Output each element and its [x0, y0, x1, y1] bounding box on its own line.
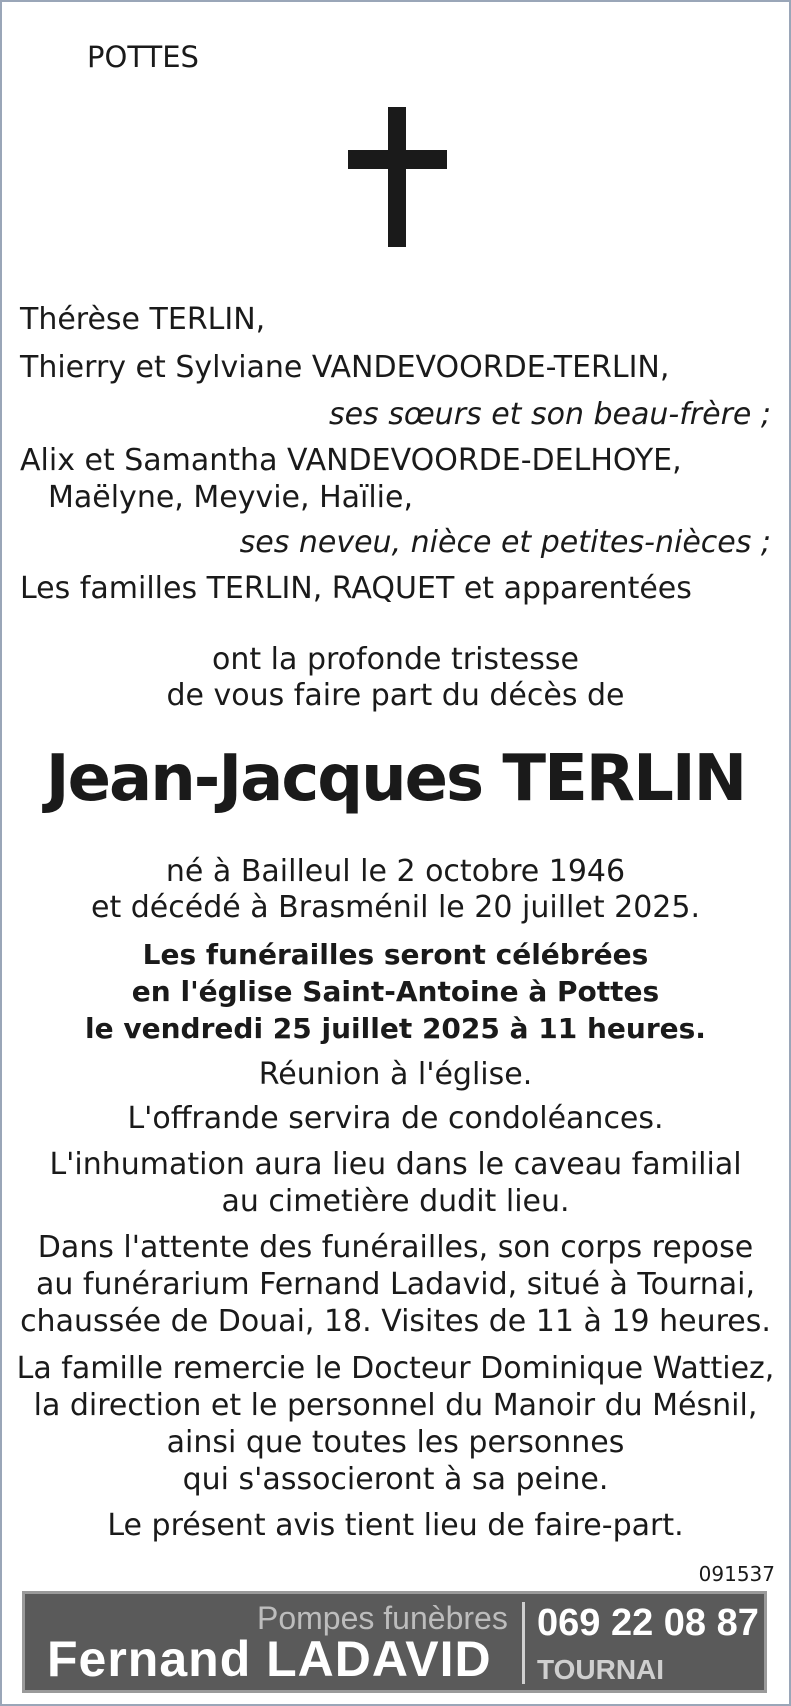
cross-horizontal — [348, 150, 447, 169]
banner-divider — [522, 1602, 525, 1684]
family-line: Alix et Samantha VANDEVOORDE-DELHOYE, — [20, 443, 682, 478]
family-relation: ses neveu, nièce et petites-nièces ; — [239, 525, 771, 560]
announcement-line: de vous faire part du décès de — [166, 678, 625, 713]
banner-brand: Fernand LADAVID — [47, 1631, 492, 1687]
deceased-name: Jean-Jacques TERLIN — [45, 742, 746, 816]
meeting-text: Réunion à l'église. — [258, 1057, 533, 1092]
banner-phone: 069 22 08 87 — [537, 1602, 759, 1644]
death-line: et décédé à Brasménil le 20 juillet 2025. — [90, 890, 701, 925]
thanks-text: La famille remercie le Docteur Dominique Wattiez, — [16, 1351, 775, 1386]
thanks-text: qui s'associeront à sa peine. — [182, 1462, 609, 1497]
thanks-text: la direction et le personnel du Manoir du Mésnil, — [33, 1388, 758, 1423]
thanks-text: ainsi que toutes les personnes — [166, 1425, 625, 1460]
family-line: Les familles TERLIN, RAQUET et apparentées — [20, 571, 692, 606]
reference-number: 091537 — [698, 1562, 775, 1586]
funeral-line: le vendredi 25 juillet 2025 à 11 heures. — [85, 1012, 706, 1045]
banner-subtitle: Pompes funèbres — [257, 1600, 508, 1636]
rest-text: Dans l'attente des funérailles, son corps repose — [37, 1230, 754, 1265]
banner-city: TOURNAI — [537, 1654, 665, 1685]
rest-text: chaussée de Douai, 18. Visites de 11 à 19 heures. — [20, 1304, 771, 1339]
offering-text: L'offrande servira de condoléances. — [127, 1101, 664, 1136]
funeral-line: en l'église Saint-Antoine à Pottes — [131, 975, 660, 1008]
burial-text: au cimetière dudit lieu. — [221, 1184, 570, 1219]
family-line: Maëlyne, Meyvie, Haïlie, — [48, 480, 414, 515]
funeral-home-banner — [22, 1591, 767, 1693]
birth-line: né à Bailleul le 2 octobre 1946 — [165, 854, 626, 889]
family-line: Thierry et Sylviane VANDEVOORDE-TERLIN, — [20, 350, 670, 385]
funeral-line: Les funérailles seront célébrées — [142, 938, 649, 971]
burial-text: L'inhumation aura lieu dans le caveau familial — [49, 1147, 742, 1182]
rest-text: au funérarium Fernand Ladavid, situé à Tournai, — [35, 1267, 756, 1302]
family-relation: ses sœurs et son beau-frère ; — [328, 397, 771, 432]
announcement-line: ont la profonde tristesse — [212, 642, 579, 677]
notice-text: Le présent avis tient lieu de faire-part. — [107, 1508, 684, 1543]
cross-vertical — [388, 107, 406, 247]
family-line: Thérèse TERLIN, — [20, 302, 266, 337]
place-name: POTTES — [87, 40, 199, 74]
